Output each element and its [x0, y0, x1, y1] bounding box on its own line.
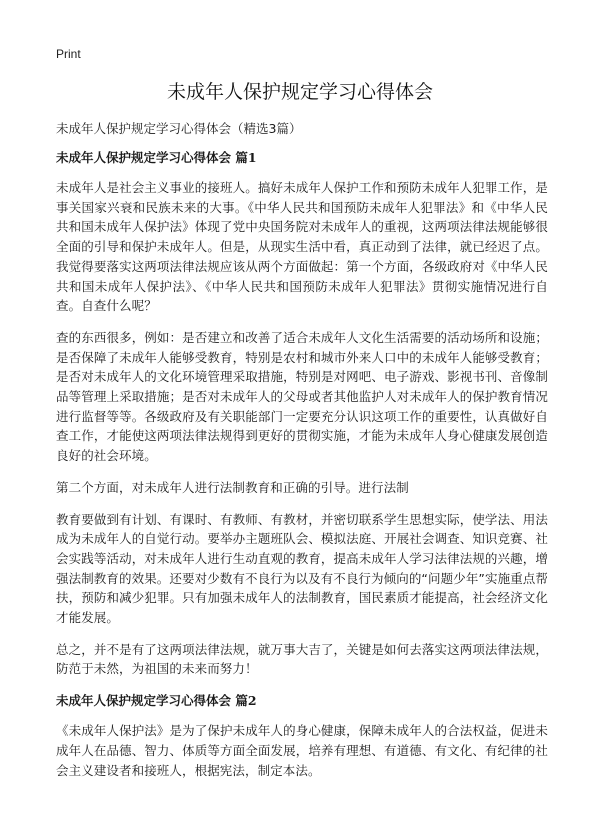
section-2 [56, 693, 548, 780]
paragraph: 总之，并不是有了这两项法律法规，就万事大吉了，关键是如何去落实这两项法律法规，防范于未然，为祖国的未来而努力！ [56, 641, 548, 677]
document-subtitle: 未成年人保护规定学习心得体会（精选3篇） [56, 121, 302, 136]
paragraph: 第二个方面，对未成年人进行法制教育和正确的引导。进行法制 [56, 479, 409, 495]
paragraph: 教育要做到有计划、有课时、有教师、有教材，并密切联系学生思想实际，使学法、用法成为未成年人的自觉行动。要举办主题班队会、模拟法庭、开展社会调查、知识竞赛、社会实践等活动，对未成年人进行生动直观的教育，提高未成年人学习法律法规的兴趣，增强法制教育的效果。还要对少数有不良行为以及有不良行为倾向的“问题少年”实施重点帮扶，预防和减少犯罪。只有加强未成年人的法制教育，国民素质才能提高，社会经济文化才能发展。 [56, 511, 548, 626]
section-heading: 未成年人保护规定学习心得体会 篇1 [56, 150, 257, 165]
page-title: 未成年人保护规定学习心得体会 [166, 81, 433, 103]
print-link[interactable]: Print [56, 47, 81, 61]
paragraph: 未成年人是社会主义事业的接班人。搞好未成年人保护工作和预防未成年人犯罪工作，是事关国家兴衰和民族未来的大事。《中华人民共和国预防未成年人犯罪法》和《中华人民共和国未成年人保护法》体现了党中央国务院对未成年人的重视，这两项法律法规能够很全面的引导和保护未成年人。但是，从现实生活中看，真正动到了法律，就已经迟了点。我觉得要落实这两项法律法规应该从两个方面做起：第一个方面，各级政府对《中华人民共和国未成年人保护法》、《中华人民共和国预防未成年人犯罪法》贯彻实施情况进行自查。自查什么呢？ [56, 180, 548, 314]
article-body [56, 150, 548, 792]
section-heading: 未成年人保护规定学习心得体会 篇2 [56, 693, 257, 709]
paragraph: 查的东西很多，例如：是否建立和改善了适合未成年人文化生活需要的活动场所和设施；是否保障了未成年人能够受教育，特别是农村和城市外来人口中的未成年人能够受教育；是否对未成年人的文化环境管理采取措施，特别是对网吧、电子游戏、影视书刊、音像制品等管理上采取措施；是否对未成年人的父母或者其他监护人对未成年人的保护教育情况进行监督等等。各级政府及有关职能部门一定要充分认识这项工作的重要性，认真做好自查工作，才能使这两项法律法规得到更好的贯彻实施，才能为未成年人身心健康发展创造良好的社会环境。 [56, 329, 548, 464]
section-1 [56, 150, 548, 679]
paragraph: 《未成年人保护法》是为了保护未成年人的身心健康，保障未成年人的合法权益，促进未成年人在品德、智力、体质等方面全面发展，培养有理想、有道德、有文化、有纪律的社会主义建设者和接班人，根据宪法，制定本法。 [56, 723, 548, 778]
